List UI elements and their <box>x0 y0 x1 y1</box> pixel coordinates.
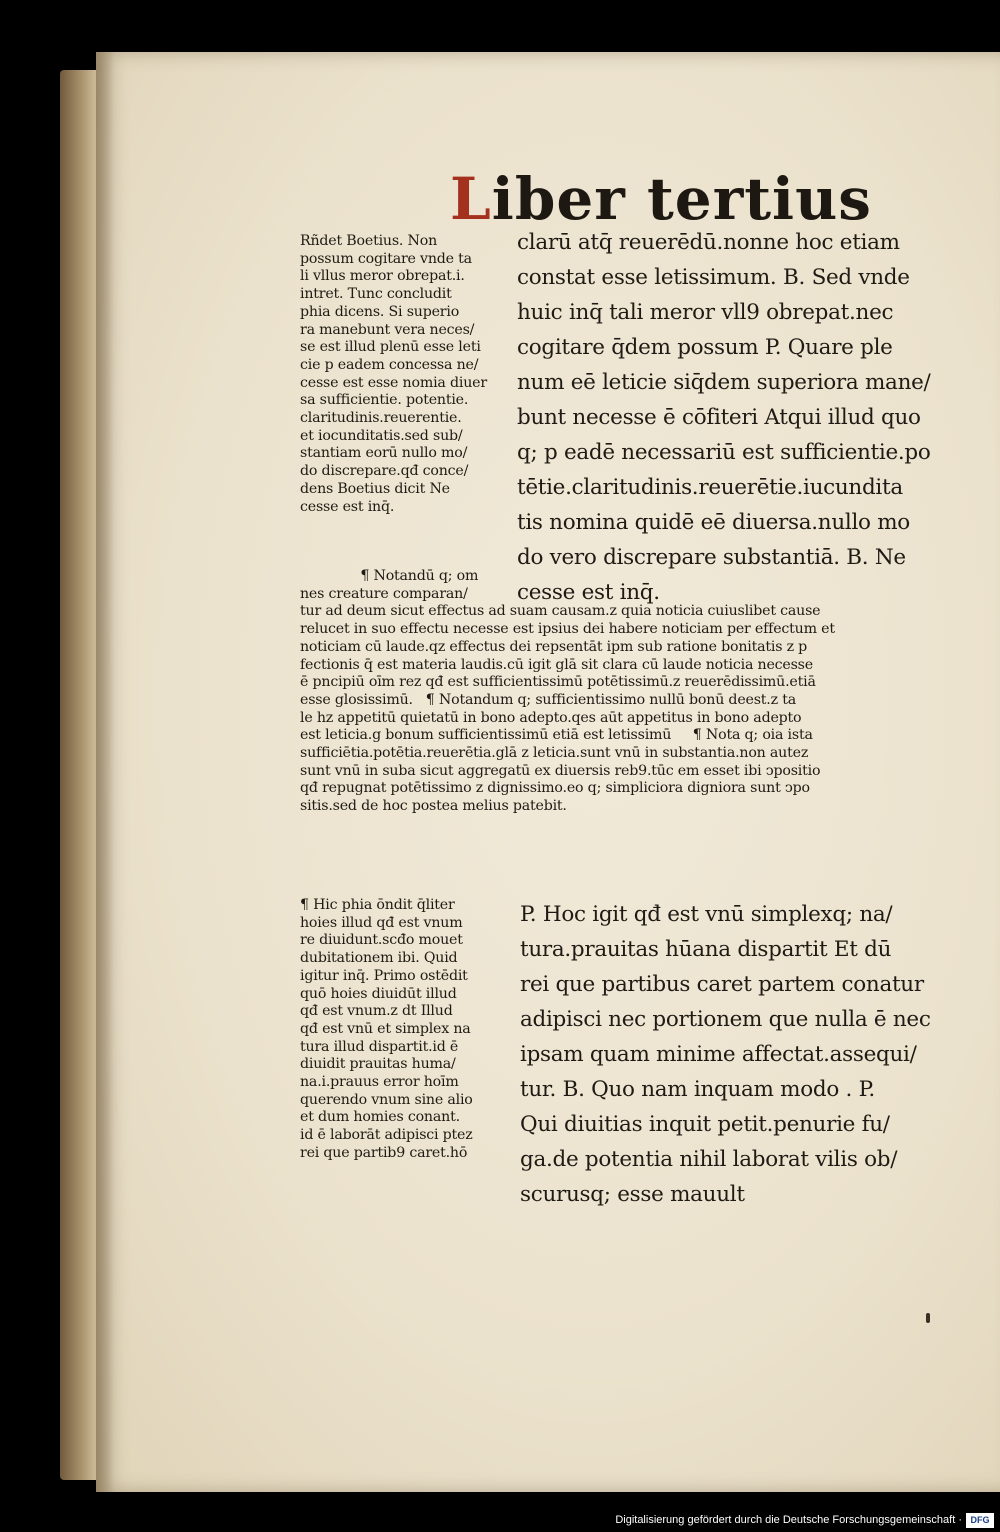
main-top-line: cogitare q̄dem possum P. Quare ple <box>517 335 893 360</box>
page-heading <box>450 165 872 233</box>
heading-text: iber tertius <box>491 165 872 233</box>
main-bottom-line: adipisci nec portionem que nulla ē nec <box>520 1007 931 1032</box>
main-top-line: bunt necesse ē cōfiteri Atqui illud quo <box>517 405 921 430</box>
commentary-line: qđ repugnat potētissimo z dignissimo.eo q; simpliciora digniora sunt ↄpo <box>300 780 810 797</box>
main-top-line: cesse est inq̄. <box>517 580 660 605</box>
commentary-line: relucet in suo effectu necesse est ipsius dei habere noticiam per effectum et <box>300 621 835 638</box>
gloss-top-line: phia dicens. Si superio <box>300 303 460 320</box>
gloss-top-line: se est illud plenū esse leti <box>300 339 481 356</box>
gloss-top-line: Rñdet Boetius. Non <box>300 233 438 249</box>
gloss-top-line: possum cogitare vnde ta <box>300 250 472 267</box>
commentary-line: esse glosissimū. ¶ Notandum q; sufficientissimo nullū bonū deest.z ta <box>300 691 796 708</box>
commentary-line: noticiam cū laude.qz effectus dei repsentāt ipm sub ratione bonitatis z p <box>300 638 808 655</box>
main-top-line: tētie.claritudinis.reuerētie.iucundita <box>517 475 903 500</box>
gloss-top-line: do discrepare.qđ conce/ <box>300 463 469 480</box>
gloss-bottom-line: hoies illud qđ est vnum <box>300 914 463 931</box>
gloss-bottom-line: id ē laborāt adipisci ptez <box>300 1127 473 1144</box>
gloss-top-line: intret. Tunc concludit <box>300 286 452 303</box>
main-bottom-line: tur. B. Quo nam inquam modo . P. <box>520 1077 875 1102</box>
main-top-line: q; p eadē necessariū est sufficientie.po <box>517 440 931 465</box>
page-fold-shadow <box>96 52 114 1492</box>
dfg-logo: DFG <box>966 1513 994 1528</box>
gloss-bottom-line: tura illud dispartit.id ē <box>300 1038 459 1055</box>
commentary-line: est leticia.g bonum sufficientissimū etiā est letissimū ¶ Nota q; oia ista <box>300 727 813 744</box>
main-bottom-line: ipsam quam minime affectat.assequi/ <box>520 1042 917 1067</box>
gloss-bottom-line: re diuidunt.scđo mouet <box>300 932 463 949</box>
gloss-top-line: stantiam eorū nullo mo/ <box>300 445 468 462</box>
gloss-bottom-line: querendo vnum sine alio <box>300 1091 473 1108</box>
gloss-bottom-line: ¶ Hic phia ōndit q̄liter <box>300 897 455 913</box>
main-bottom-line: Qui diuitias inquit petit.penurie fu/ <box>520 1112 890 1137</box>
gloss-top-line: cesse est esse nomia diuer <box>300 374 487 391</box>
main-bottom-line: ga.de potentia nihil laborat vilis ob/ <box>520 1147 898 1172</box>
gloss-bottom-line: dubitationem ibi. Quid <box>300 950 458 967</box>
gloss-top-line: claritudinis.reuerentie. <box>300 410 462 427</box>
main-text-bottom <box>520 897 931 1212</box>
main-bottom-line: rei que partibus caret partem conatur <box>520 972 924 997</box>
commentary-line: ē pncipiū oīm rez qđ est sufficientissimū potētissimū.z reuerēdissimū.etiā <box>300 674 816 691</box>
commentary-line: le hz appetitū quietatū in bono adepto.qes aūt appetitus in bono adepto <box>300 709 802 726</box>
main-bottom-line: scurusq; esse mauult <box>520 1182 745 1207</box>
gloss-bottom-line: qđ est vnum.z dt Illud <box>300 1003 453 1020</box>
commentary-line: sunt vnū in suba sicut aggregatū ex diuersis reb9.tūc em esset ibi ↄpositio <box>300 762 821 779</box>
commentary-line: sitis.sed de hoc postea melius patebit. <box>300 798 567 815</box>
gloss-top-line: cesse est inq̄. <box>300 498 395 515</box>
commentary-line: ¶ Notandū q; om <box>300 568 479 584</box>
gloss-bottom-line: qđ est vnū et simplex na <box>300 1020 471 1037</box>
gloss-bottom-line: rei que partib9 caret.hō <box>300 1144 468 1161</box>
main-bottom-line: P. Hoc igit qđ est vnū simplexq; na/ <box>520 902 893 927</box>
main-text-top <box>517 225 931 610</box>
ink-speck <box>926 1313 930 1323</box>
gloss-top-line: li vllus meror obrepat.i. <box>300 268 465 285</box>
gloss-top-line: cie p eadem concessa ne/ <box>300 356 479 373</box>
funding-note: Digitalisierung gefördert durch die Deutsche Forschungsgemeinschaft · <box>615 1514 962 1526</box>
main-top-line: num eē leticie siq̄dem superiora mane/ <box>517 370 931 395</box>
gloss-bottom-line: igitur inq̄. Primo ostēdit <box>300 967 468 984</box>
gloss-column-top <box>300 233 510 516</box>
gloss-column-bottom <box>300 897 510 1163</box>
gloss-top-line: ra manebunt vera neces/ <box>300 321 475 338</box>
heading-initial: L <box>450 165 492 233</box>
commentary-line: fectionis q̄ est materia laudis.cū igit glā sit clara cū laude noticia necesse <box>300 656 813 673</box>
gloss-top-line: sa sufficientie. potentie. <box>300 392 469 409</box>
main-bottom-line: tura.prauitas hūana dispartit Et dū <box>520 937 892 962</box>
gloss-top-line: et iocunditatis.sed sub/ <box>300 427 463 444</box>
gloss-bottom-line: na.i.prauus error hoīm <box>300 1074 459 1091</box>
commentary-block <box>300 568 910 816</box>
gloss-bottom-line: diuidit prauitas huma/ <box>300 1056 456 1073</box>
main-top-line: clarū atq̄ reuerēdū.nonne hoc etiam <box>517 230 900 255</box>
commentary-line: tur ad deum sicut effectus ad suam causam.z quia noticia cuiuslibet cause <box>300 603 821 620</box>
commentary-line: sufficiētia.potētia.reuerētia.glā z leticia.sunt vnū in substantia.non autez <box>300 745 809 762</box>
main-top-line: huic inq̄ tali meror vll9 obrepat.nec <box>517 300 894 325</box>
gloss-bottom-line: quō hoies diuidūt illud <box>300 985 457 1002</box>
commentary-line: nes creature comparan/ <box>300 585 468 602</box>
main-top-line: do vero discrepare substantiā. B. Ne <box>517 545 906 570</box>
gloss-bottom-line: et dum homies conant. <box>300 1109 460 1126</box>
gloss-top-line: dens Boetius dicit Ne <box>300 480 450 497</box>
footer-bar <box>0 1510 1000 1532</box>
main-top-line: constat esse letissimum. B. Sed vnde <box>517 265 910 290</box>
main-top-line: tis nomina quidē eē diuersa.nullo mo <box>517 510 910 535</box>
